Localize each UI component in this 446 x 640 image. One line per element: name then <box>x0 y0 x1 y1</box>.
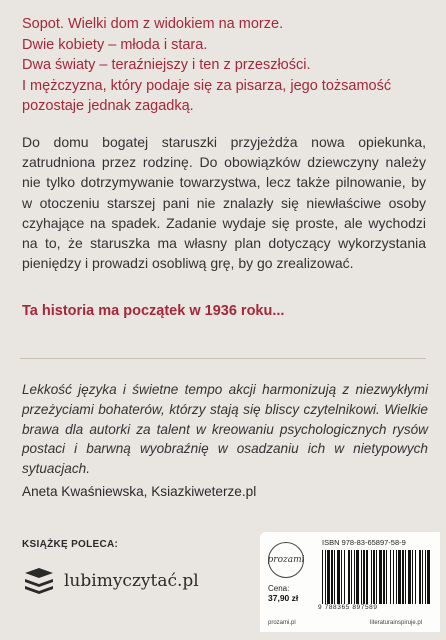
tagline-line: Dwa światy – teraźniejszy i ten z przeszłości. <box>22 57 311 73</box>
publisher-url-secondary: literaturainspiruje.pl <box>370 620 423 626</box>
barcode <box>320 550 434 604</box>
publisher-url: prozami.pl <box>268 620 296 626</box>
review-quote: Lekkość języka i świetne tempo akcji harmonizują z niezwykłymi przeżyciami bohaterów, którzy stają się bliscy czytelnikowi. Wielkie brawa dla autorki za talent w kreowaniu psychologicznych rysów postaci i barwną wyobraźnię w osadzaniu ich w nietypowych sytuacjach. <box>22 382 428 477</box>
tagline-line: Sopot. Wielki dom z widokiem na morze. <box>22 16 284 32</box>
review-author: Aneta Kwaśniewska, Ksiazkiweterze.pl <box>22 484 257 499</box>
price: 37,90 zł <box>268 593 299 603</box>
books-stack-icon <box>22 566 56 596</box>
isbn-label: ISBN 978-83-65897-58-9 <box>322 538 406 547</box>
isbn-price-box <box>260 532 440 632</box>
price-label: Cena: <box>268 584 290 593</box>
tagline-line: Dwie kobiety – młoda i stara. <box>22 36 208 53</box>
highlight-line: Ta historia ma początek w 1936 roku... <box>22 303 285 319</box>
recommends-label: KSIĄŻKĘ POLECA: <box>22 539 119 550</box>
tagline-line: pozostaje jednak zagadką. <box>22 98 194 114</box>
book-description: Do domu bogatej staruszki przyjeżdża nowa opiekunka, zatrudniona przez rodzinę. Do obowiązków dziewczyny należy nie tylko dotrzymywanie towarzystwa, lecz także pilnowanie, by w otoczeniu starszej pani nie znalazły się niewłaściwe osoby czyhające na spadek. Zadanie wydaje się proste, ale wychodzi na to, że staruszka ma własny plan dotyczący wykorzystania pieniędzy i prowadzi osobliwą grę, by go zrealizować. <box>22 134 426 272</box>
tagline-line: I mężczyzna, który podaje się za pisarza, jego tożsamość <box>22 77 392 94</box>
barcode-number: 9 788365 897589 <box>318 604 378 611</box>
recommender-logo <box>22 566 199 596</box>
divider <box>20 358 426 359</box>
tagline <box>22 14 422 117</box>
publisher-logo-text: prozami <box>267 555 305 565</box>
publisher-logo <box>268 542 304 578</box>
recommender-logo-text: lubimyczytać.pl <box>64 571 199 591</box>
